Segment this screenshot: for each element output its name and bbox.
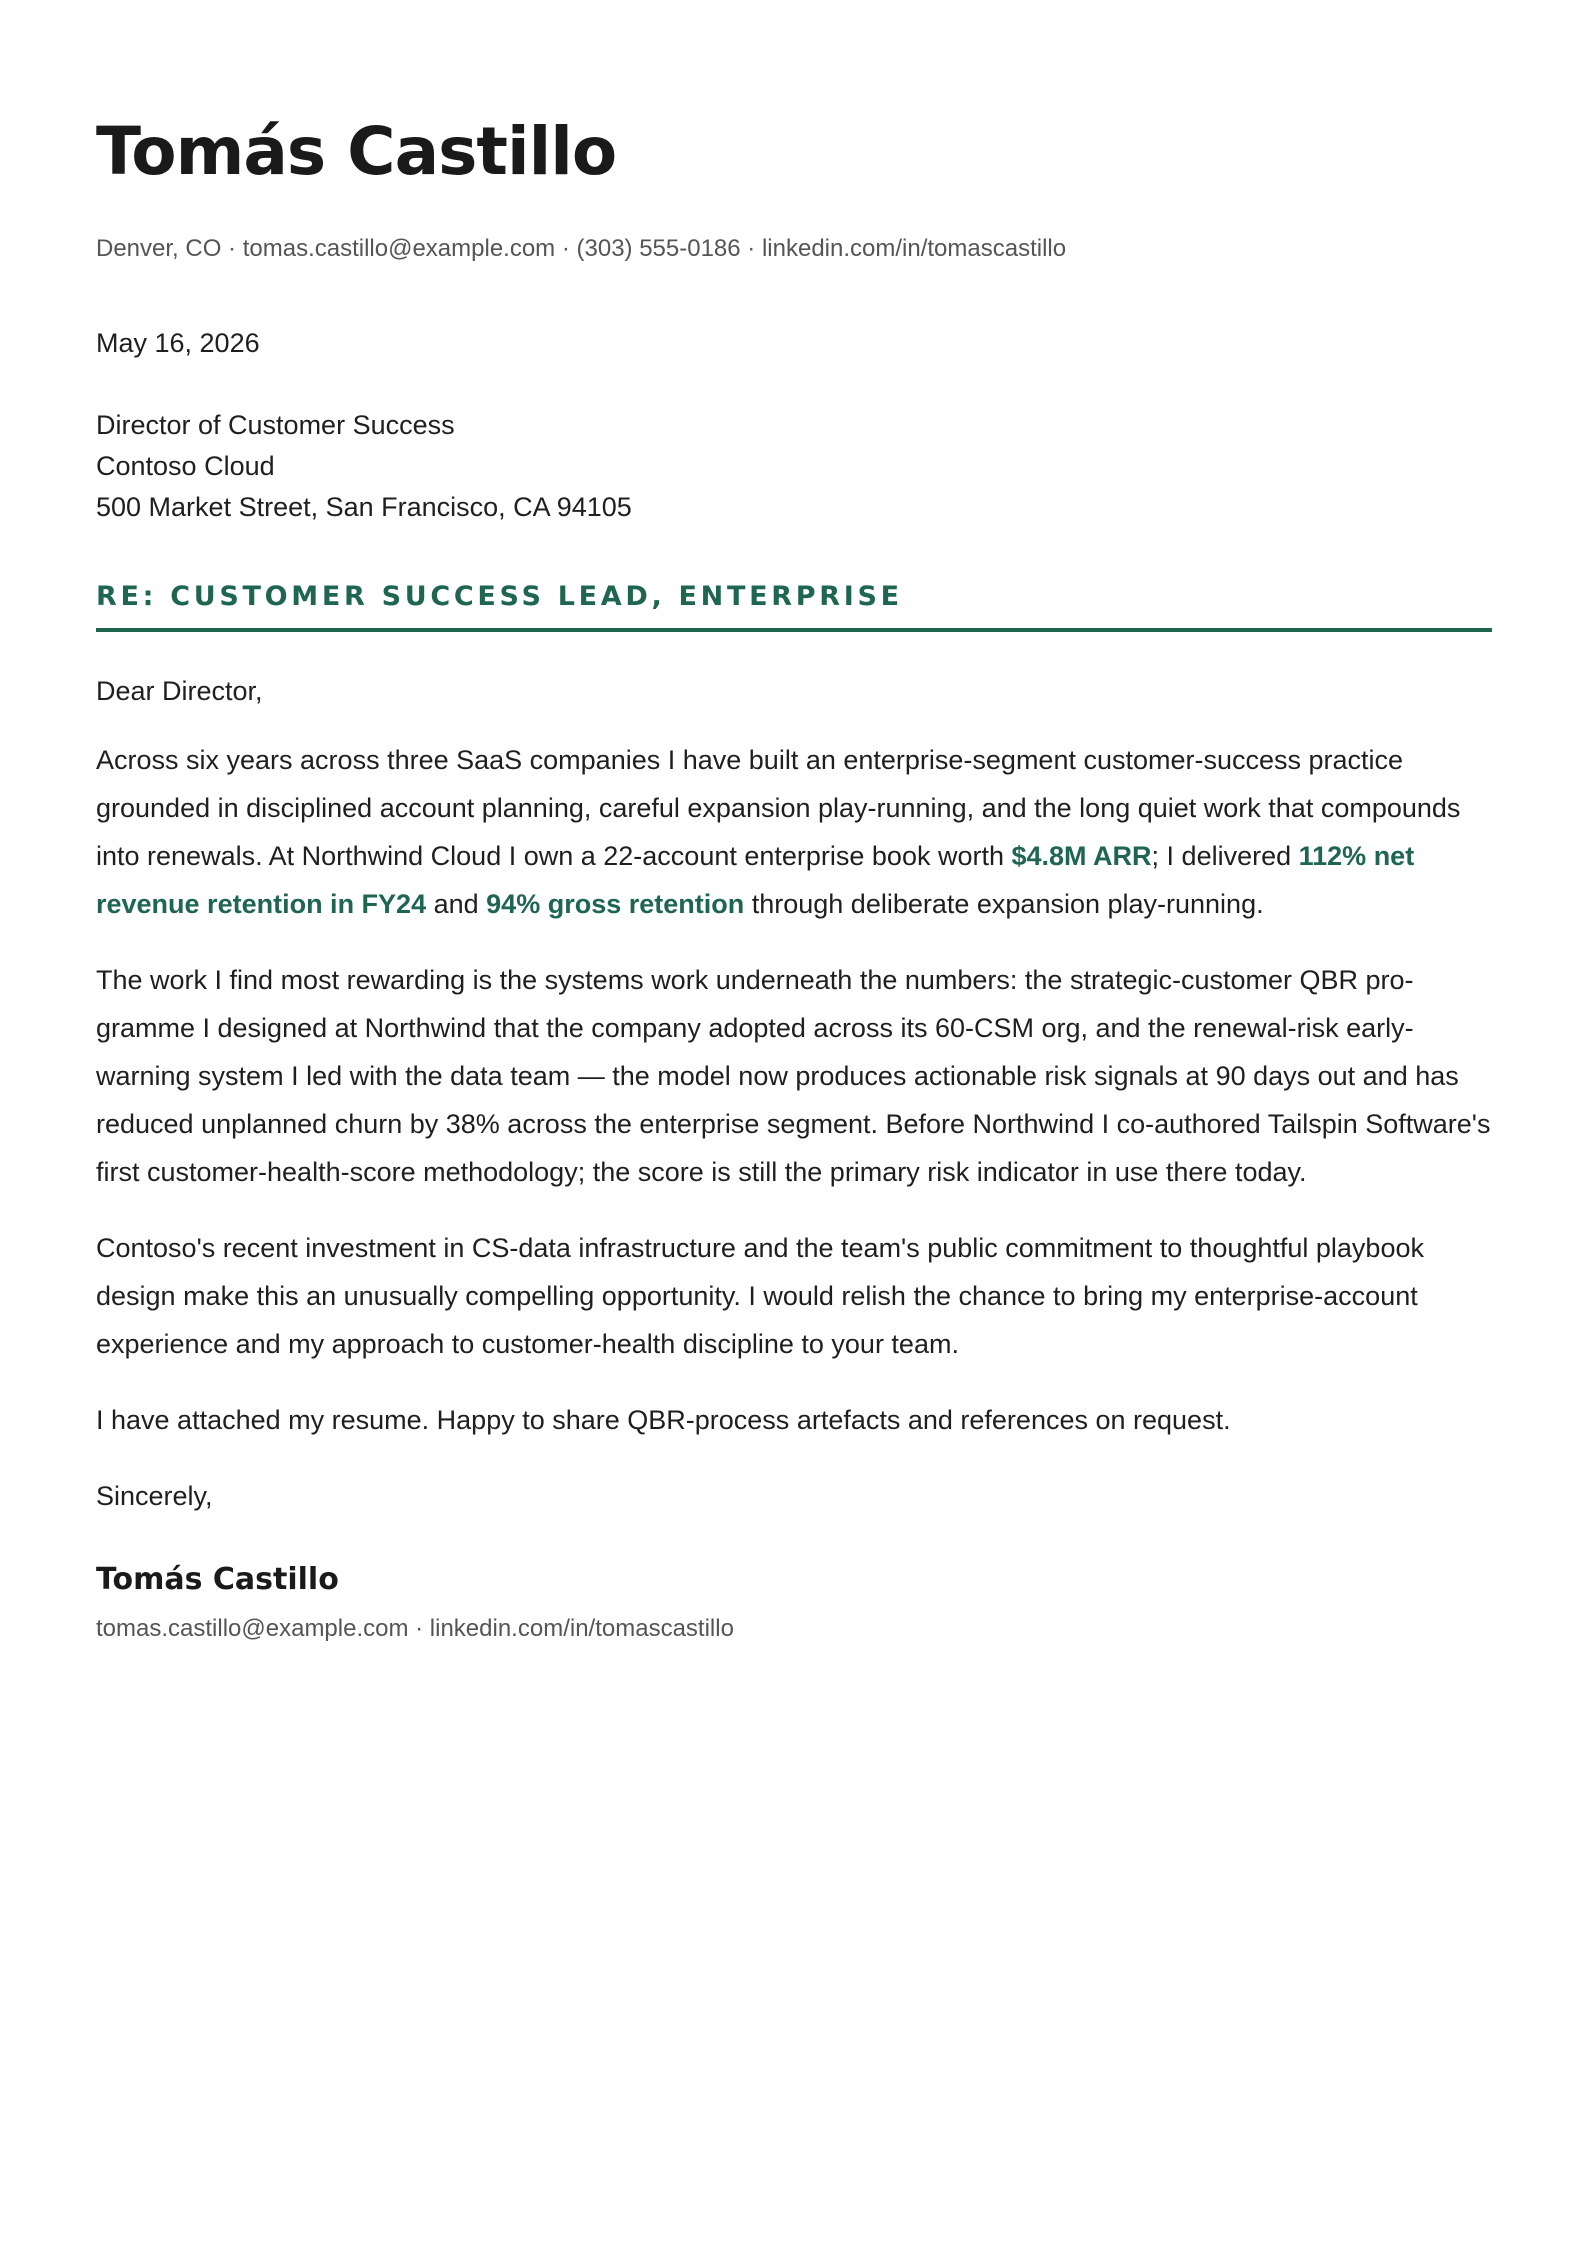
paragraph-1-text-d: through deliberate expansion play-running. [744, 889, 1264, 919]
highlight-gross-retention: 94% gross retention [486, 889, 745, 919]
recipient-company: Contoso Cloud [96, 451, 275, 481]
paragraph-1-text-b: ; I delivered [1151, 841, 1299, 871]
body-paragraph-3: Contoso's recent investment in CS-data infrastructure and the team's public commitment to thoughtful playbook design make this an unusually compelling opportunity. I would relish the chance to bring my enterprise-account experience and my approach to customer-health discipline to your team. [96, 1233, 1424, 1359]
recipient-street: 500 Market Street, San Francisco, CA 94105 [96, 492, 632, 522]
contact-line: Denver, CO · tomas.castillo@example.com · (303) 555-0186 · linkedin.com/in/tomascastillo [96, 235, 1067, 262]
highlight-nrr: 112% net revenue retention in FY24 [96, 841, 1415, 919]
body-paragraph-2: The work I find most rewarding is the systems work underneath the numbers: the strategic-customer QBR programme I designed at Northwind that the company adopted across its 60-CSM org, and the renewal-risk early-warning system I led with the data team — the model now produces actionable risk signals at 90 days out and has reduced unplanned churn by 38% across the enterprise segment. Before Northwind I co-authored Tailspin Software's first customer-health-score methodology; the score is still the primary risk indicator in use there today. [96, 965, 1491, 1187]
recipient-title: Director of Customer Success [96, 410, 455, 440]
paragraph-1-text-c: and [426, 889, 487, 919]
closing: Sincerely, [96, 1481, 213, 1511]
salutation: Dear Director, [96, 676, 263, 706]
body-paragraph-1 [96, 736, 1492, 928]
signature-name: Tomás Castillo [96, 1562, 339, 1597]
recipient-address [96, 405, 1492, 528]
subject-heading: RE: CUSTOMER SUCCESS LEAD, ENTERPRISE [96, 580, 1492, 632]
body-paragraph-4: I have attached my resume. Happy to share QBR-process artefacts and references on request. [96, 1405, 1231, 1435]
applicant-name: Tomás Castillo [96, 113, 617, 190]
paragraph-1-text-a: Across six years across three SaaS companies I have built an enterprise-segment customer-success practice grounded in disciplined account planning, careful expansion play-running, and the long quiet work that compounds into renewals. At Northwind Cloud I own a 22-account enterprise book worth [96, 745, 1461, 871]
highlight-arr: $4.8M ARR [1011, 841, 1152, 871]
letter-date: May 16, 2026 [96, 328, 260, 358]
signature-contact-line: tomas.castillo@example.com · linkedin.com/in/tomascastillo [96, 1615, 734, 1642]
